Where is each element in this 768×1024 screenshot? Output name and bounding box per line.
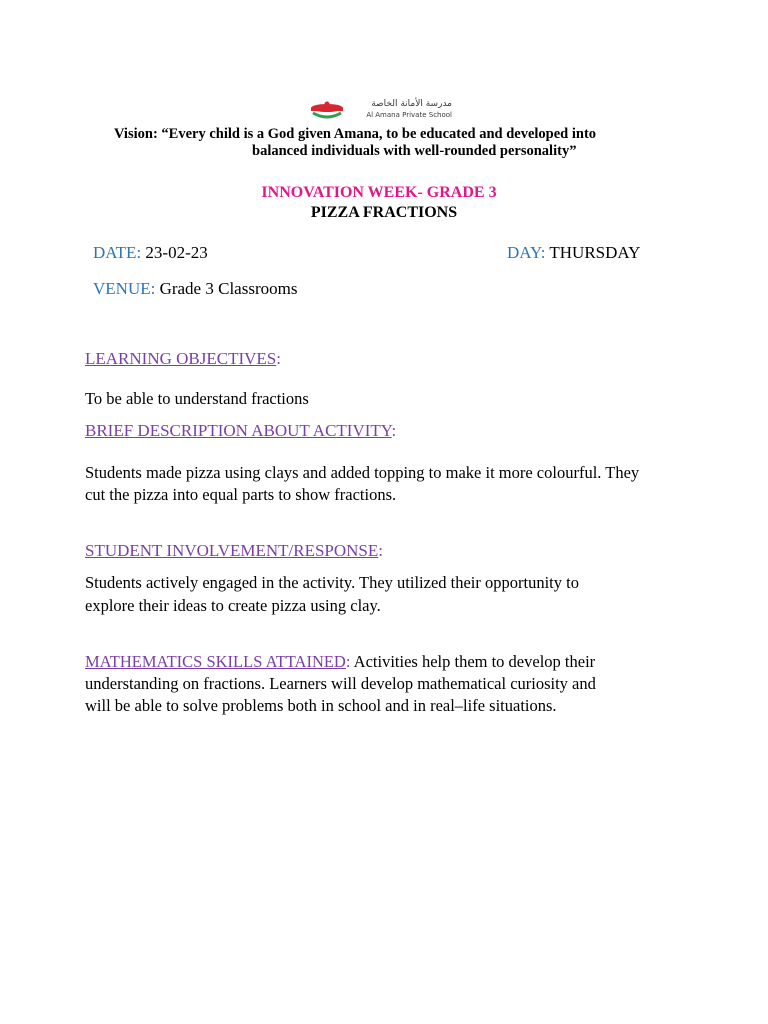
vision-line-1: Vision: “Every child is a God given Amana, to be educated and developed into (114, 126, 597, 142)
page-title: INNOVATION WEEK- GRADE 3 (261, 184, 497, 201)
school-logo (308, 99, 454, 123)
date-label: DATE: (93, 243, 142, 262)
objectives-heading-row (85, 349, 281, 369)
objectives-text: To be able to understand fractions (85, 389, 309, 408)
description-colon: : (391, 421, 397, 440)
involvement-heading-row (85, 541, 383, 561)
date-row (93, 243, 208, 263)
venue-value: Grade 3 Classrooms (159, 279, 298, 298)
vision-line-2: balanced individuals with well-rounded personality” (252, 143, 577, 159)
objectives-colon: : (276, 349, 281, 368)
involvement-colon: : (378, 541, 384, 560)
day-value: THURSDAY (549, 243, 641, 262)
day-row (507, 243, 640, 263)
description-line-1: Students made pizza using clays and added topping to make it more colourful. They (85, 463, 640, 482)
description-paragraph (85, 462, 695, 506)
date-value: 23-02-23 (145, 243, 208, 262)
venue-label: VENUE: (93, 279, 156, 298)
logo-english-text: Al Amana Private School (366, 111, 452, 119)
skills-colon: : (345, 652, 351, 671)
skills-heading: MATHEMATICS SKILLS ATTAINED (85, 652, 346, 671)
description-line-2: cut the pizza into equal parts to show fractions. (85, 485, 397, 504)
involvement-heading: STUDENT INVOLVEMENT/RESPONSE (85, 541, 379, 560)
objectives-heading: LEARNING OBJECTIVES (85, 349, 277, 368)
skills-first-line-rest: Activities help them to develop their (350, 652, 596, 671)
skills-paragraph (85, 651, 695, 717)
involvement-paragraph (85, 571, 695, 617)
logo-arabic-text: مدرسة الأمانة الخاصة (371, 99, 452, 109)
page-subtitle: PIZZA FRACTIONS (310, 204, 458, 221)
involvement-line-1: Students actively engaged in the activity. They utilized their opportunity to (85, 573, 579, 592)
skills-line-3: will be able to solve problems both in school and in real–life situations. (85, 696, 557, 715)
description-heading: BRIEF DESCRIPTION ABOUT ACTIVITY (85, 421, 392, 440)
venue-row (93, 279, 297, 299)
description-heading-row (85, 421, 396, 441)
skills-line-1 (85, 651, 695, 673)
involvement-line-2: explore their ideas to create pizza using clay. (85, 596, 381, 615)
day-label: DAY: (507, 243, 546, 262)
skills-line-2: understanding on fractions. Learners will develop mathematical curiosity and (85, 674, 596, 693)
